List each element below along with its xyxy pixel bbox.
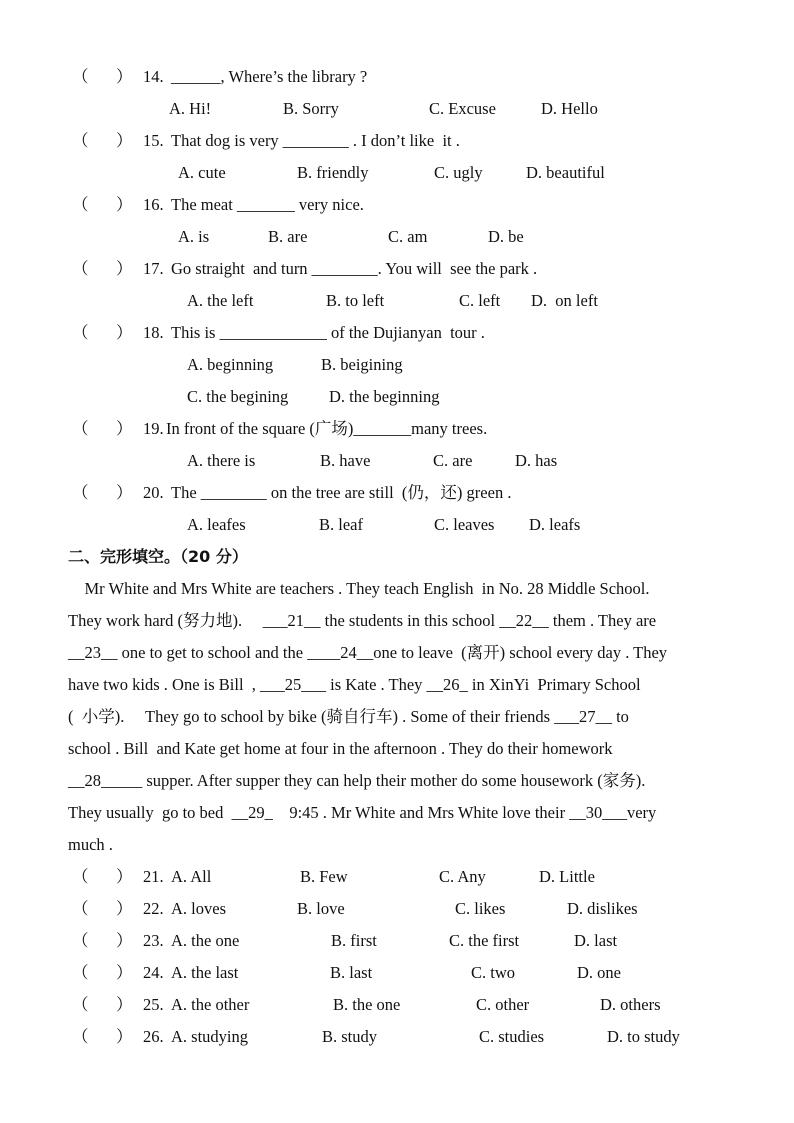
- option-c: C. left: [459, 291, 501, 310]
- answer-paren-open: （: [72, 483, 89, 502]
- answer-paren-open: （: [72, 963, 89, 982]
- passage-line: They usually go to bed __29_ 9:45 . Mr White and Mrs White love their __30___very: [68, 803, 657, 822]
- answer-paren-close: ）: [116, 931, 133, 950]
- passage-line: ( 小学). They go to school by bike (骑自行车) . Some of their friends ___27__ to: [68, 707, 629, 726]
- answer-paren-open: （: [72, 323, 89, 342]
- option-b: B. first: [331, 931, 377, 950]
- option-c: C. are: [433, 451, 473, 470]
- answer-paren-close: ）: [116, 131, 133, 150]
- answer-paren-close: ）: [116, 963, 133, 982]
- option-d: D. last: [574, 931, 618, 950]
- option-c: C. studies: [479, 1027, 545, 1046]
- passage-line: Mr White and Mrs White are teachers . They teach English in No. 28 Middle School.: [68, 579, 650, 598]
- answer-paren-open: （: [72, 931, 89, 950]
- answer-paren-close: ）: [116, 259, 133, 278]
- option-d: D. Hello: [541, 99, 598, 118]
- option-a: A. beginning: [187, 355, 274, 374]
- answer-paren-close: ）: [116, 1027, 133, 1046]
- option-d: D. others: [600, 995, 661, 1014]
- answer-paren-close: ）: [116, 483, 133, 502]
- question-number: 21.: [143, 867, 164, 886]
- option-d: D. one: [577, 963, 621, 982]
- question-number: 16.: [143, 195, 164, 214]
- answer-paren-close: ）: [116, 995, 133, 1014]
- answer-paren-open: （: [72, 67, 89, 86]
- option-d: D. Little: [539, 867, 595, 886]
- option-a: A. the other: [171, 995, 250, 1014]
- option-d: D. leafs: [529, 515, 581, 534]
- option-b: B. Few: [300, 867, 348, 886]
- answer-paren-close: ）: [116, 867, 133, 886]
- option-b: B. love: [297, 899, 345, 918]
- passage-line: have two kids . One is Bill , ___25___ is Kate . They __26_ in XinYi Primary School: [68, 675, 641, 694]
- question-number: 23.: [143, 931, 164, 950]
- question-stem: The meat _______ very nice.: [171, 195, 364, 214]
- answer-paren-open: （: [72, 899, 89, 918]
- answer-paren-open: （: [72, 195, 89, 214]
- question-number: 19.: [143, 419, 164, 438]
- question-stem: In front of the square (广场)_______many trees.: [166, 419, 488, 438]
- option-a: A. leafes: [187, 515, 246, 534]
- option-c: C. Excuse: [429, 99, 496, 118]
- option-d: D. has: [515, 451, 558, 470]
- option-a: A. All: [171, 867, 212, 886]
- option-a: A. the left: [187, 291, 254, 310]
- question-stem: That dog is very ________ . I don’t like it .: [171, 131, 460, 150]
- option-c: C. ugly: [434, 163, 483, 182]
- answer-paren-open: （: [72, 867, 89, 886]
- passage-line: much .: [68, 835, 113, 854]
- question-number: 18.: [143, 323, 164, 342]
- option-d: D. dislikes: [567, 899, 638, 918]
- option-c: C. am: [388, 227, 428, 246]
- option-c: C. likes: [455, 899, 506, 918]
- question-stem: The ________ on the tree are still (仍，还) green .: [171, 483, 512, 502]
- answer-paren-open: （: [72, 259, 89, 278]
- option-c: C. two: [471, 963, 516, 982]
- option-b: B. Sorry: [283, 99, 339, 118]
- answer-paren-close: ）: [116, 323, 133, 342]
- question-number: 22.: [143, 899, 164, 918]
- option-a: A. cute: [178, 163, 226, 182]
- question-stem: Go straight and turn ________. You will see the park .: [171, 259, 538, 278]
- passage-line: They work hard (努力地). ___21__ the students in this school __22__ them . They are: [68, 611, 657, 630]
- option-b: B. are: [268, 227, 308, 246]
- question-number: 14.: [143, 67, 164, 86]
- option-a: A. there is: [187, 451, 256, 470]
- option-b: B. the one: [333, 995, 401, 1014]
- question-number: 17.: [143, 259, 164, 278]
- question-number: 24.: [143, 963, 164, 982]
- option-a: A. loves: [171, 899, 226, 918]
- option-a: A. Hi!: [169, 99, 212, 118]
- answer-paren-close: ）: [116, 899, 133, 918]
- option-b: B. study: [322, 1027, 378, 1046]
- question-number: 20.: [143, 483, 164, 502]
- option-a: A. studying: [171, 1027, 249, 1046]
- question-number: 25.: [143, 995, 164, 1014]
- option-d: D. be: [488, 227, 524, 246]
- option-c: C. other: [476, 995, 530, 1014]
- question-number: 26.: [143, 1027, 164, 1046]
- option-d: D. beautiful: [526, 163, 605, 182]
- question-stem: ______, Where’s the library ?: [171, 67, 368, 86]
- option-c: C. leaves: [434, 515, 495, 534]
- option-b: B. have: [320, 451, 371, 470]
- option-c: C. Any: [439, 867, 486, 886]
- answer-paren-close: ）: [116, 67, 133, 86]
- question-number: 15.: [143, 131, 164, 150]
- answer-paren-open: （: [72, 131, 89, 150]
- option-b: B. to left: [326, 291, 385, 310]
- option-b: B. beigining: [321, 355, 403, 374]
- passage-line: __28_____ supper. After supper they can help their mother do some housework (家务).: [68, 771, 646, 790]
- answer-paren-open: （: [72, 995, 89, 1014]
- option-a: A. is: [178, 227, 210, 246]
- option-d: D. to study: [607, 1027, 680, 1046]
- option-a: A. the last: [171, 963, 239, 982]
- option-b: B. leaf: [319, 515, 363, 534]
- answer-paren-close: ）: [116, 419, 133, 438]
- passage-line: __23__ one to get to school and the ____24__one to leave (离开) school every day . They: [68, 643, 668, 662]
- question-stem: This is _____________ of the Dujianyan tour .: [171, 323, 485, 342]
- answer-paren-close: ）: [116, 195, 133, 214]
- option-d: D. the beginning: [329, 387, 440, 406]
- option-c: C. the begining: [187, 387, 289, 406]
- option-b: B. friendly: [297, 163, 369, 182]
- answer-paren-open: （: [72, 1027, 89, 1046]
- option-a: A. the one: [171, 931, 240, 950]
- answer-paren-open: （: [72, 419, 89, 438]
- option-c: C. the first: [449, 931, 520, 950]
- section-heading: 二、完形填空。（20 分）: [68, 547, 248, 566]
- option-d: D. on left: [531, 291, 598, 310]
- passage-line: school . Bill and Kate get home at four in the afternoon . They do their homework: [68, 739, 613, 758]
- option-b: B. last: [330, 963, 373, 982]
